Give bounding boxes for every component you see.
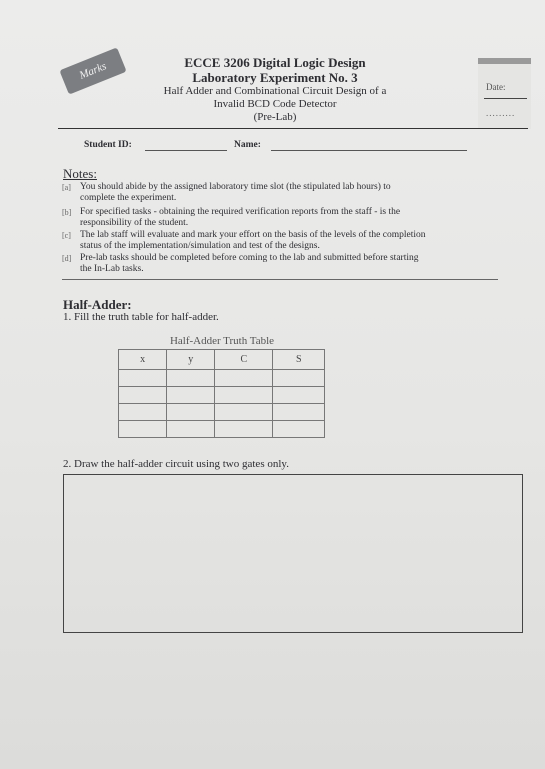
truth-table (118, 349, 325, 438)
column-header-s: S (273, 350, 325, 370)
note-item (62, 230, 502, 251)
table-cell[interactable] (167, 404, 215, 421)
table-row (119, 387, 325, 404)
note-label: [a] (62, 183, 71, 192)
truth-table-header (119, 350, 325, 370)
table-cell[interactable] (119, 387, 167, 404)
table-cell[interactable] (119, 421, 167, 438)
student-id-label: Student ID: (84, 140, 132, 150)
table-cell[interactable] (119, 370, 167, 387)
table-cell[interactable] (273, 404, 325, 421)
note-text: You should abide by the assigned laboratory time slot (the stipulated lab hours) to (80, 182, 391, 192)
table-cell[interactable] (167, 370, 215, 387)
table-cell[interactable] (215, 387, 273, 404)
name-label: Name: (234, 140, 261, 150)
date-dots: ......... (486, 108, 516, 118)
note-text: The lab staff will evaluate and mark your effort on the basis of the levels of the completion (80, 230, 426, 240)
half-adder-title: Half-Adder: (63, 297, 132, 312)
experiment-title: Laboratory Experiment No. 3 (192, 70, 358, 85)
date-box (478, 58, 531, 129)
topic-line-2: Invalid BCD Code Detector (213, 98, 337, 110)
header-divider (58, 128, 528, 129)
table-cell[interactable] (167, 421, 215, 438)
table-row (119, 370, 325, 387)
note-text: the In-Lab tasks. (80, 264, 144, 274)
name-field[interactable] (271, 150, 467, 151)
table-cell[interactable] (119, 404, 167, 421)
note-text: complete the experiment. (80, 193, 177, 203)
column-header-x: x (119, 350, 167, 370)
note-text: For specified tasks - obtaining the required verification reports from the staff - is the (80, 207, 401, 217)
note-item (62, 207, 502, 228)
marks-badge: Marks (59, 47, 126, 94)
date-label: Date: (486, 82, 506, 92)
table-row (119, 404, 325, 421)
column-header-y: y (167, 350, 215, 370)
notes-divider (62, 279, 498, 280)
topic-line-1: Half Adder and Combinational Circuit Design of a (163, 85, 387, 97)
note-item (62, 253, 502, 274)
document-header (110, 55, 440, 124)
note-label: [d] (62, 254, 72, 263)
note-text: status of the implementation/simulation and test of the designs. (80, 241, 320, 251)
question-2: 2. Draw the half-adder circuit using two gates only. (63, 458, 289, 470)
prelab-label: (Pre-Lab) (253, 111, 297, 123)
table-row (119, 421, 325, 438)
question-1: 1. Fill the truth table for half-adder. (63, 311, 219, 323)
table-cell[interactable] (273, 387, 325, 404)
student-id-field[interactable] (145, 150, 227, 151)
table-cell[interactable] (215, 421, 273, 438)
notes-title: Notes: (63, 166, 97, 181)
drawing-area[interactable] (63, 474, 523, 633)
note-text: responsibility of the student. (80, 218, 189, 228)
note-label: [b] (62, 208, 72, 217)
note-label: [c] (62, 231, 71, 240)
table-cell[interactable] (215, 404, 273, 421)
table-cell[interactable] (215, 370, 273, 387)
note-item (62, 182, 502, 203)
table-cell[interactable] (167, 387, 215, 404)
course-title: ECCE 3206 Digital Logic Design (184, 55, 366, 70)
table-cell[interactable] (273, 370, 325, 387)
note-text: Pre-lab tasks should be completed before coming to the lab and submitted before starting (80, 253, 419, 263)
column-header-c: C (215, 350, 273, 370)
date-field[interactable] (484, 98, 527, 99)
truth-table-caption: Half-Adder Truth Table (169, 335, 275, 347)
table-cell[interactable] (273, 421, 325, 438)
